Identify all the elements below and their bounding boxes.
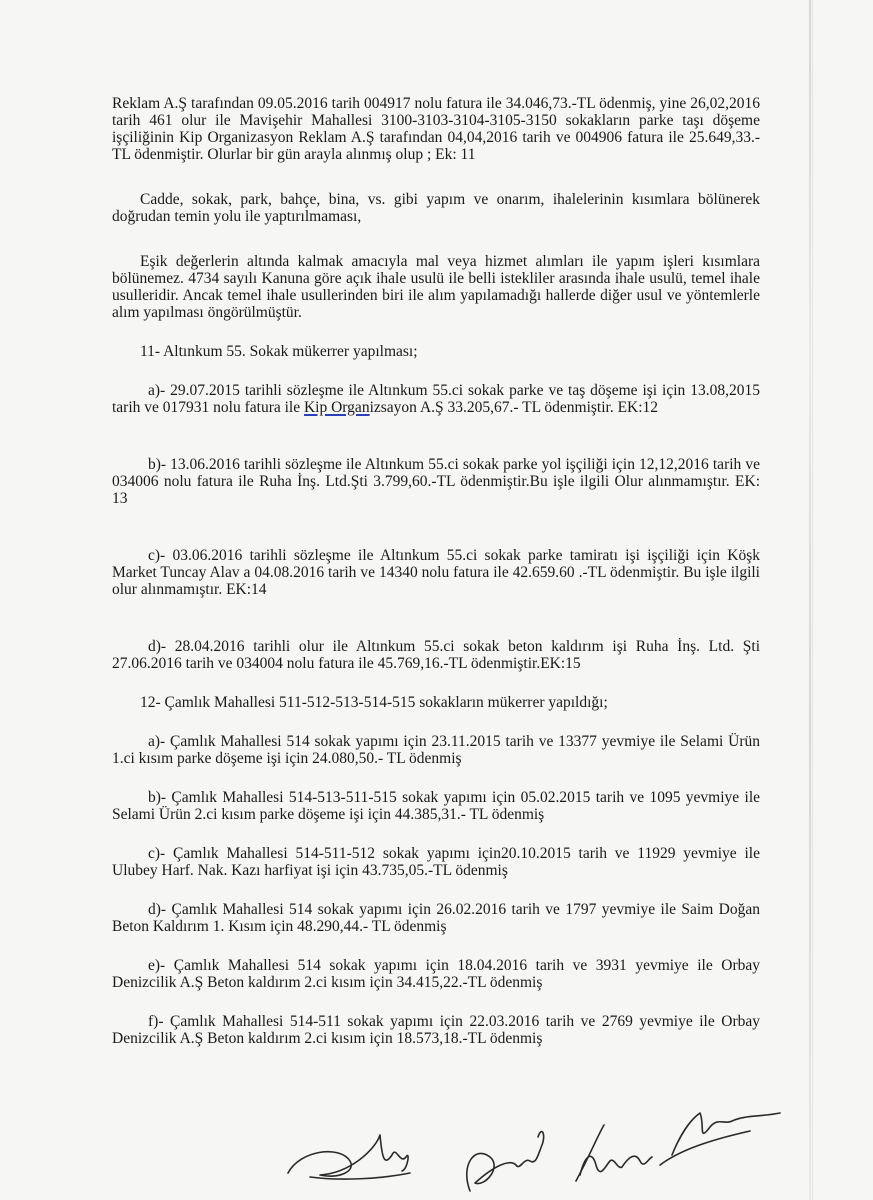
item-12a: a)- Çamlık Mahallesi 514 sokak yapımı için 23.11.2015 tarih ve 13377 yevmiye ile Selami Ürün 1.ci kısım parke döşeme işi için 24.080,50.- TL ödenmiş bbox=[112, 733, 760, 767]
item-11a-text-end: izsayon A.Ş 33.205,67.- TL ödenmiştir. EK:12 bbox=[369, 399, 659, 416]
paragraph-finding-title: Cadde, sokak, park, bahçe, bina, vs. gibi yapım ve onarım, ihalelerinin kısımlara bölünerek doğrudan temin yolu ile yaptırılmaması, bbox=[112, 191, 760, 225]
section-heading-11: 11- Altınkum 55. Sokak mükerrer yapılması; bbox=[140, 343, 418, 360]
paragraph-invoice-summary: Reklam A.Ş tarafından 09.05.2016 tarih 004917 nolu fatura ile 34.046,73.-TL ödenmiş, yine 26,02,2016 tarih 461 olur ile Mavişehir Mahallesi 3100-3103-3104-3105-3150 sokakların parke taşı döşeme işçiliğinin Kip Organizasyon Reklam A.Ş tarafından 04,04,2016 tarih ve 004906 fatura ile 25.649,33.-TL ödenmiştir. Olurlar bir gün arayla alınmış olup ; Ek: 11 bbox=[112, 95, 760, 163]
item-12c: c)- Çamlık Mahallesi 514-511-512 sokak yapımı için20.10.2015 tarih ve 11929 yevmiye ile Ulubey Harf. Nak. Kazı harfiyat işi için 43.735,05.-TL ödenmiş bbox=[112, 845, 760, 879]
signature-4 bbox=[672, 1113, 780, 1155]
scan-edge-line-secondary bbox=[812, 0, 813, 1200]
scan-edge-line bbox=[809, 0, 811, 1200]
paragraph-legal-basis: Eşik değerlerin altında kalmak amacıyla mal veya hizmet alımları ile yapım işleri kısımlara bölünemez. 4734 sayılı Kanuna göre açık ihale usulü ile belli istekliler arasında ihale usulü, temel ihale usulleridir. Ancak temel ihale usullerinden biri ile alım yapılamadığı hallerde diğer usul ve yöntemlerle alım yapılması öngörülmüştür. bbox=[112, 253, 760, 321]
item-12e: e)- Çamlık Mahallesi 514 sokak yapımı için 18.04.2016 tarih ve 3931 yevmiye ile Orbay Denizcilik A.Ş Beton kaldırım 2.ci kısım için 34.415,22.-TL ödenmiş bbox=[112, 957, 760, 991]
signature-1 bbox=[288, 1135, 408, 1176]
signatures bbox=[280, 1095, 800, 1195]
signature-2 bbox=[467, 1132, 544, 1191]
item-11b: b)- 13.06.2016 tarihli sözleşme ile Altınkum 55.ci sokak parke yol işçiliği için 12,12,2016 tarih ve 034006 nolu fatura ile Ruha İnş. Ltd.Şti 3.799,60.-TL ödenmiştir.Bu işle ilgili Olur alınmamıştır. EK: 13 bbox=[112, 456, 760, 507]
item-12f: f)- Çamlık Mahallesi 514-511 sokak yapımı için 22.03.2016 tarih ve 2769 yevmiye ile Orbay Denizcilik A.Ş Beton kaldırım 2.ci kısım için 18.573,18.-TL ödenmiş bbox=[112, 1013, 760, 1047]
item-11a-text: a)- 29.07.2015 tarihli sözleşme ile Altınkum 55.ci sokak parke ve taş döşeme işi için 13.08,2015 tarih ve 017931 nolu fatura ile bbox=[112, 382, 760, 416]
item-11d: d)- 28.04.2016 tarihli olur ile Altınkum 55.ci sokak beton kaldırım işi Ruha İnş. Ltd. Şti 27.06.2016 tarih ve 034004 nolu fatura ile 45.769,16.-TL ödenmiştir.EK:15 bbox=[112, 638, 760, 672]
item-12d: d)- Çamlık Mahallesi 514 sokak yapımı için 26.02.2016 tarih ve 1797 yevmiye ile Saim Doğan Beton Kaldırım 1. Kısım için 48.290,44.- TL ödenmiş bbox=[112, 901, 760, 935]
item-12b: b)- Çamlık Mahallesi 514-513-511-515 sokak yapımı için 05.02.2015 tarih ve 1095 yevmiye ile Selami Ürün 2.ci kısım parke döşeme işi için 44.385,31.- TL ödenmiş bbox=[112, 789, 760, 823]
document-body bbox=[112, 95, 760, 1047]
section-heading-12: 12- Çamlık Mahallesi 511-512-513-514-515 sokakların mükerrer yapıldığı; bbox=[140, 694, 608, 711]
signature-3 bbox=[580, 1156, 652, 1175]
item-11a-underlined: Kip Organ bbox=[303, 399, 370, 416]
item-11a bbox=[112, 382, 760, 416]
item-11c: c)- 03.06.2016 tarihli sözleşme ile Altınkum 55.ci sokak parke tamiratı işi işçiliği için Köşk Market Tuncay Alav a 04.08.2016 tarih ve 14340 nolu fatura ile 42.659.60 .-TL ödenmiştir. Bu işle ilgili olur alınmamıştır. EK:14 bbox=[112, 547, 760, 598]
